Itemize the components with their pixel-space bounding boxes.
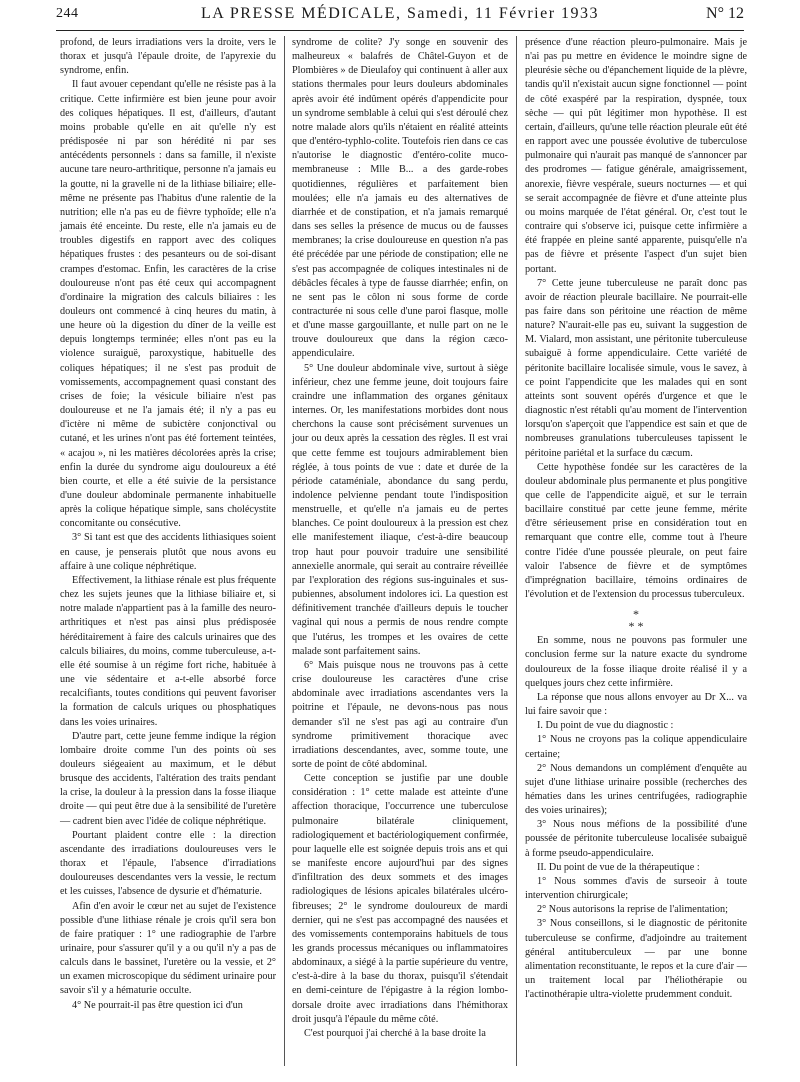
paragraph: II. Du point de vue de la thérapeutique : — [537, 861, 700, 873]
paragraph: 3° Nous nous méfions de la possibilité d'une poussée de péritonite tuberculeuse localisée subaiguë à forme pseudo-appendiculaire. — [525, 819, 747, 859]
paragraph: 4° Ne pourrait-il pas être question ici d'un — [72, 999, 243, 1011]
paragraph: 3° Nous conseillons, si le diagnostic de péritonite tuberculeuse se confirme, d'adjoindre au traitement général antituberculeux — par une bonne alimentation reconstituante, le repos et la cure d'air — un traitement local par l'héliothérapie ou l'actinothérapie ultra-violette prudemment conduit. — [525, 918, 747, 1001]
section-separator — [525, 608, 747, 632]
paragraph: En somme, nous ne pouvons pas formuler une conclusion ferme sur la nature exacte du syndrome douloureux de la fosse iliaque droite réalisé il y a quelques jours chez cette infirmière. — [525, 635, 747, 689]
issue-number: N° 12 — [706, 5, 744, 22]
paragraph: Il faut avouer cependant qu'elle ne résiste pas à la critique. Cette infirmière est bien jeune pour avoir des coliques hépatiques. Il est, d'ailleurs, d'autant moins probable qu'elle en ait qu'elle n'y est prédisposée ni par son hérédité ni par ses antécédents personnels : dans sa famille, il n'existe aucune tare neuro-arthritique, personne n'a jamais eu la goutte, ni la gravelle ni de la lithiase biliaire; elle-même ne présente pas l'habitus d'une ralentie de la nutrition; elle n'a pas eu de fièvre typhoïde; elle n'a jamais été enceinte. Du reste, elle n'a jamais eu de troubles digestifs en rapport avec des coliques hépatiques frustes : des pesanteurs ou de soi-disant crampes d'estomac. Enfin, les caractères de la crise douloureuse n'ont pas été ceux qui accompagnent d'ordinaire la migration des calculs biliaires : les douleurs ont commencé à cinq heures du matin, à une heure où la digestion du dîner de la veille est depuis longtemps terminée; elles n'ont pas eu la violence suraiguë, paroxystique, habituelle des coliques hépatiques; il ne s'est pas produit de vomissements, accompagnement quasi constant des crises de foie; la vésicule biliaire n'est pas douloureuse et ne l'a jamais été; il n'y a pas eu d'ictère ni même de subictère conjonctival ou cutané, et les urines n'ont pas été fortement teintées, « acajou », ni les matières décolorées après la crise; enfin la durée du syndrome aigu douloureux a été bien courte, et elle a été suivie de la persistance d'une douleur abdominale permanente inhabituelle après la colique hépatique simple, sans cholécystite concomitante ou consécutive. — [60, 79, 276, 530]
column-1 — [60, 36, 276, 1013]
column-divider-1 — [284, 36, 285, 1066]
paragraph: 5° Une douleur abdominale vive, surtout à siège inférieur, chez une femme jeune, doit toujours faire craindre une inflammation des organes génitaux internes. Or, les manifestations morbides dont nous cherchons la cause sont précisément survenues un jour ou deux après la cessation des règles. Il est vrai que cette femme est toujours admirablement bien réglée, à tous points de vue : date et durée de la période cataméniale, abondance du sang perdu, indolence pelvienne pendant toute l'indisposition menstruelle, et qu'elle n'a jamais eu de pertes blanches. Ce point douloureux à la pression est chez elle manifestement iliaque, c'est-à-dire beaucoup trop haut pour pouvoir traduire une sensibilité annexielle anormale, qui serait au contraire réveillée par l'exploration des régions sus-inguinales et sus-pubiennes, absolument indolores ici. La question est définitivement tranchée d'ailleurs depuis le toucher vaginal qui nous a permis de nous rendre compte que l'utérus, les trompes et les ovaires de cette malade sont parfaitement sains. — [292, 362, 508, 657]
paragraph: 6° Mais puisque nous ne trouvons pas à cette crise douloureuse les caractères d'une crise abdominale avec irradiations ascendantes vers la poitrine et l'épaule, ne devons-nous pas nous demander s'il ne s'est pas agi au contraire d'un syndrome primitivement thoracique avec irradiations descendantes, avec, somme toute, une sorte de point de côté abdominal. — [292, 659, 508, 770]
paragraph: présence d'une réaction pleuro-pulmonaire. Mais je n'ai pas pu mettre en évidence le moindre signe de pleurésie sèche ou d'épanchement liquide de la plèvre, tandis qu'il n'existait aucun signe fonctionnel — point de côté exaspéré par la respiration, dyspnée, toux sèche — qui pût légitimer mon hypothèse. Il est certain, d'ailleurs, qu'une telle réaction pleurale eût été en rapport avec une poussée évolutive de tuberculose pulmonaire qui n'aurait pas manqué de s'annoncer par des prodromes — fatigue générale, amaigrissement, anorexie, fièvre vespérale, sueurs nocturnes — et qui se serait accompagnée de fièvre et d'une atteinte plus ou moins marquée de l'état général. Or, c'est tout le contraire qui s'observe ici, puisque cette infirmière a été frappée en pleine santé apparente, puisqu'elle n'a pas de fièvre et présente l'aspect d'un sujet bien portant. — [525, 37, 747, 275]
paragraph: Cette conception se justifie par une double considération : 1° cette malade est atteinte d'une affection thoracique, l'occurrence une tuberculose pulmonaire bilatérale cliniquement, radiologiquement et bactériologiquement confirmée, pour laquelle elle est soignée depuis trois ans et qui se manifeste encore aujourd'hui par des signes d'infiltration des deux sommets et des images radiologiques de lésions apicales bilatérales ulcéro-fibreuses; 2° le syndrome douloureux de mardi dernier, qui ne s'est pas accompagné des nausées et des vomissements contemporains habituels de tous les grands processus mécaniques ou inflammatoires abdominaux, a siégé à la partie supérieure du ventre, c'est-à-dire à la base du thorax, puisqu'il s'étendait en demi-ceinture de l'épigastre à la région lombo-dorsale droite avec irradiations dans l'hémithorax droit jusqu'à l'épaule du même côté. — [292, 773, 508, 1025]
paragraph: 2° Nous demandons un complément d'enquête au sujet d'une lithiase urinaire possible (recherches des hématies dans les urines centrifugées, radiographie des voies urinaires); — [525, 762, 747, 817]
asterism: * * * — [628, 607, 644, 634]
column-2 — [292, 36, 508, 1041]
paragraph: La réponse que nous allons envoyer au Dr X... va lui faire savoir que : — [525, 691, 747, 718]
paragraph: 7° Cette jeune tuberculeuse ne paraît donc pas avoir de réaction pleurale bacillaire. Ne pourrait-elle pas faire dans son péritoine une réaction de même nature? N'aurait-elle pas eu, suivant la suggestion de M. Vialard, mon assistant, une péritonite tuberculeuse subaiguë à forme appendiculaire. Cette variété de péritonite bacillaire localisée simule, vous le savez, à ce point l'appendicite que les malades qui en sont atteints sont souvent opérés d'urgence et que le diagnostic n'est rétabli qu'au moment de l'intervention lorsqu'on s'aperçoit que l'appendice est sain et que de nombreuses granulations tuberculeuses tapissent le péritoine pariétal et la surface du cæcum. — [525, 277, 747, 459]
paragraph: profond, de leurs irradiations vers la droite, vers le thorax et jusqu'à l'épaule droite, de l'apyrexie du syndrome, enfin. — [60, 37, 276, 77]
journal-title: LA PRESSE MÉDICALE, Samedi, 11 Février 1933 — [200, 5, 600, 22]
column-divider-2 — [516, 36, 517, 1066]
paragraph: Cette hypothèse fondée sur les caractères de la douleur abdominale plus permanente et plus pongitive que celle de l'appendicite aiguë, et sur le terrain bacillaire constitué par cette jeune femme, mérite d'être sérieusement prise en considération tout en remarquant que contre elle, comme tout à l'heure contre l'idée d'une poussée pleurale, on peut faire valoir l'absence de fièvre et de symptômes d'imprégnation bacillaire, témoins ordinaires de l'évolution et de l'extension du processus tuberculeux. — [525, 461, 747, 601]
paragraph: D'autre part, cette jeune femme indique la région lombaire droite comme l'un des points où ses douleurs siégeaient au maximum, et le début brusque des accidents, l'altération des traits pendant la crise, la douleur à la pression dans la fosse iliaque droite — qui peut être due à la sensibilité de l'uretère — cadrent bien avec l'idée de colique néphrétique. — [60, 730, 276, 827]
paragraph: 1° Nous sommes d'avis de surseoir à toute intervention chirurgicale; — [525, 875, 747, 902]
column-3 — [525, 36, 747, 1002]
page-number: 244 — [56, 6, 79, 21]
paragraph: C'est pourquoi j'ai cherché à la base droite la — [304, 1027, 486, 1039]
paragraph: Pourtant plaident contre elle : la direction ascendante des irradiations douloureuses vers le thorax et l'épaule, l'absence d'irradiations douloureuses descendantes vers la vessie, le rectum et les cuisses, l'absence de dysurie et d'hématurie. — [60, 829, 276, 898]
paragraph: 1° Nous ne croyons pas la colique appendiculaire certaine; — [525, 734, 747, 760]
header-rule — [56, 30, 744, 31]
paragraph: 3° Si tant est que des accidents lithiasiques soient en cause, je penserais plutôt que nous avons eu affaire à une colique néphrétique. — [60, 532, 276, 572]
paragraph: 2° Nous autorisons la reprise de l'alimentation; — [537, 904, 728, 916]
page-header — [56, 6, 744, 28]
paragraph: syndrome de colite? J'y songe en souvenir des malheureux « balafrés de Châtel-Guyon et de Plombières » de Dieulafoy qui continuent à aller aux stations thermales pour leurs douleurs abdominales après avoir été indûment opérés d'appendicite pour un syndrome semblable à celui qui s'est déroulé chez notre malade alors qu'ils n'étaient en réalité atteints que d'entéro-typhlo-colite. Toutefois rien dans ce cas n'autorise le diagnostic d'entéro-colite muco-membraneuse : Mlle B... a des garde-robes quotidiennes, régulières et parfaitement bien moulées; elle n'a jamais eu des alternatives de diarrhée et de constipation, et n'a jamais remarqué dans ses selles la présence de mucus ou de fausses membranes; la crise douloureuse en question n'a pas été précédée par une période de constipation; elle ne s'est pas accompagnée de coliques intestinales ni de débâcles fécales à type de fausse diarrhée; enfin, on ne sent pas le côlon ni sous forme de corde contracturée ni sous celle d'une paroi flasque, molle et d'une masse gargouillante, et nulle part on ne le trouve douloureux que dans la région cæco-appendiculaire. — [292, 37, 508, 360]
paragraph: Afin d'en avoir le cœur net au sujet de l'existence possible d'une lithiase rénale je crois qu'il sera bon de faire pratiquer : 1° une radiographie de l'arbre urinaire, pour s'assurer qu'il y a ou qu'il n'y a pas de calculs dans le bassinet, l'uretère ou la vessie, et 2° un examen microscopique du sédiment urinaire pour savoir s'il y a hématurie occulte. — [60, 900, 276, 997]
paragraph: I. Du point de vue du diagnostic : — [537, 720, 674, 732]
paragraph: Effectivement, la lithiase rénale est plus fréquente chez les sujets jeunes que la lithiase biliaire et, si notre malade n'appartient pas à la famille des neuro-arthritiques et n'est pas ainsi plus prédisposée héréditairement à faire des calculs urinaires que des calculs biliaires, du moins, comme tuberculeuse, a-t-elle été soumise à un régime fort riche, habituée à une vie sédentaire et a-t-elle absorbé force recalcifiants, toutes conditions qui peuvent favoriser la formation de calculs uriques ou phosphatiques dans les voies urinaires. — [60, 574, 276, 728]
